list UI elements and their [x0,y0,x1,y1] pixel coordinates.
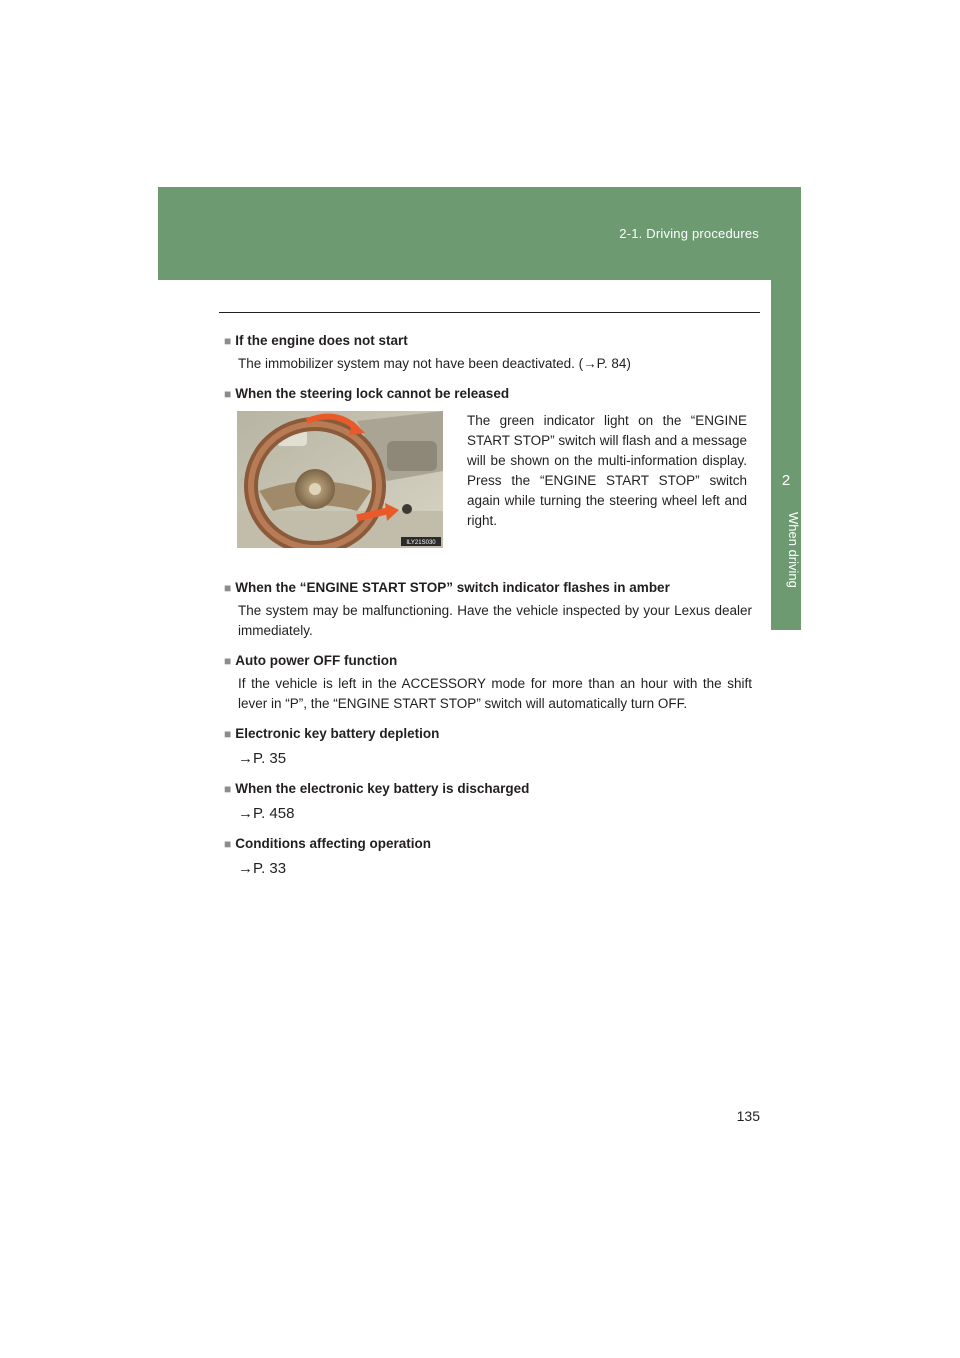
divider [219,312,760,313]
page-reference: →P. 35 [238,750,287,767]
chapter-number: 2 [781,472,791,489]
bullet-square-icon: ■ [224,387,232,401]
item-battery-depletion [224,725,752,769]
figure-row [224,411,752,561]
bullet-square-icon: ■ [224,837,232,851]
bullet-square-icon: ■ [224,782,232,796]
item-text: The immobilizer system may not have been deactivated. (→P. 84) [238,356,631,371]
item-steering-lock [224,385,752,561]
page-number: 135 [736,1108,760,1124]
item-indicator-amber [224,579,752,641]
item-battery-discharged [224,780,752,824]
item-heading: ■ When the “ENGINE START STOP” switch indicator flashes in amber [224,580,670,595]
item-engine-not-start [224,332,752,374]
bullet-square-icon: ■ [224,334,232,348]
item-heading: ■ Conditions affecting operation [224,836,431,851]
steering-wheel-image [237,411,443,548]
item-conditions [224,835,752,879]
item-auto-power-off [224,652,752,714]
chapter-label: When driving [786,512,801,588]
item-text: If the vehicle is left in the ACCESSORY mode for more than an hour with the shift lever in “P”, the “ENGINE START STOP” switch will automatically turn OFF. [238,676,752,711]
item-heading: ■ Electronic key battery depletion [224,726,440,741]
figure-caption: The green indicator light on the “ENGINE START STOP” switch will flash and a message will be shown on the multi-information display. Press the “ENGINE START STOP” switch again while turning the steering wheel left and right. [467,413,747,528]
bullet-square-icon: ■ [224,581,232,595]
page-reference: →P. 33 [238,860,287,877]
section-title: 2-1. Driving procedures [619,226,759,241]
header-band [158,187,801,280]
bullet-square-icon: ■ [224,654,232,668]
item-heading: ■ If the engine does not start [224,333,408,348]
item-text: The system may be malfunctioning. Have the vehicle inspected by your Lexus dealer immediately. [238,603,752,638]
item-heading: ■ When the electronic key battery is discharged [224,781,530,796]
item-heading: ■ Auto power OFF function [224,653,398,668]
image-code: ILY21S030 [406,540,436,546]
item-heading: ■ When the steering lock cannot be released [224,386,510,401]
bullet-square-icon: ■ [224,727,232,741]
steering-wheel-illustration [237,411,443,548]
page-reference: →P. 458 [238,805,295,822]
chapter-tab [771,280,801,630]
content [224,332,752,890]
